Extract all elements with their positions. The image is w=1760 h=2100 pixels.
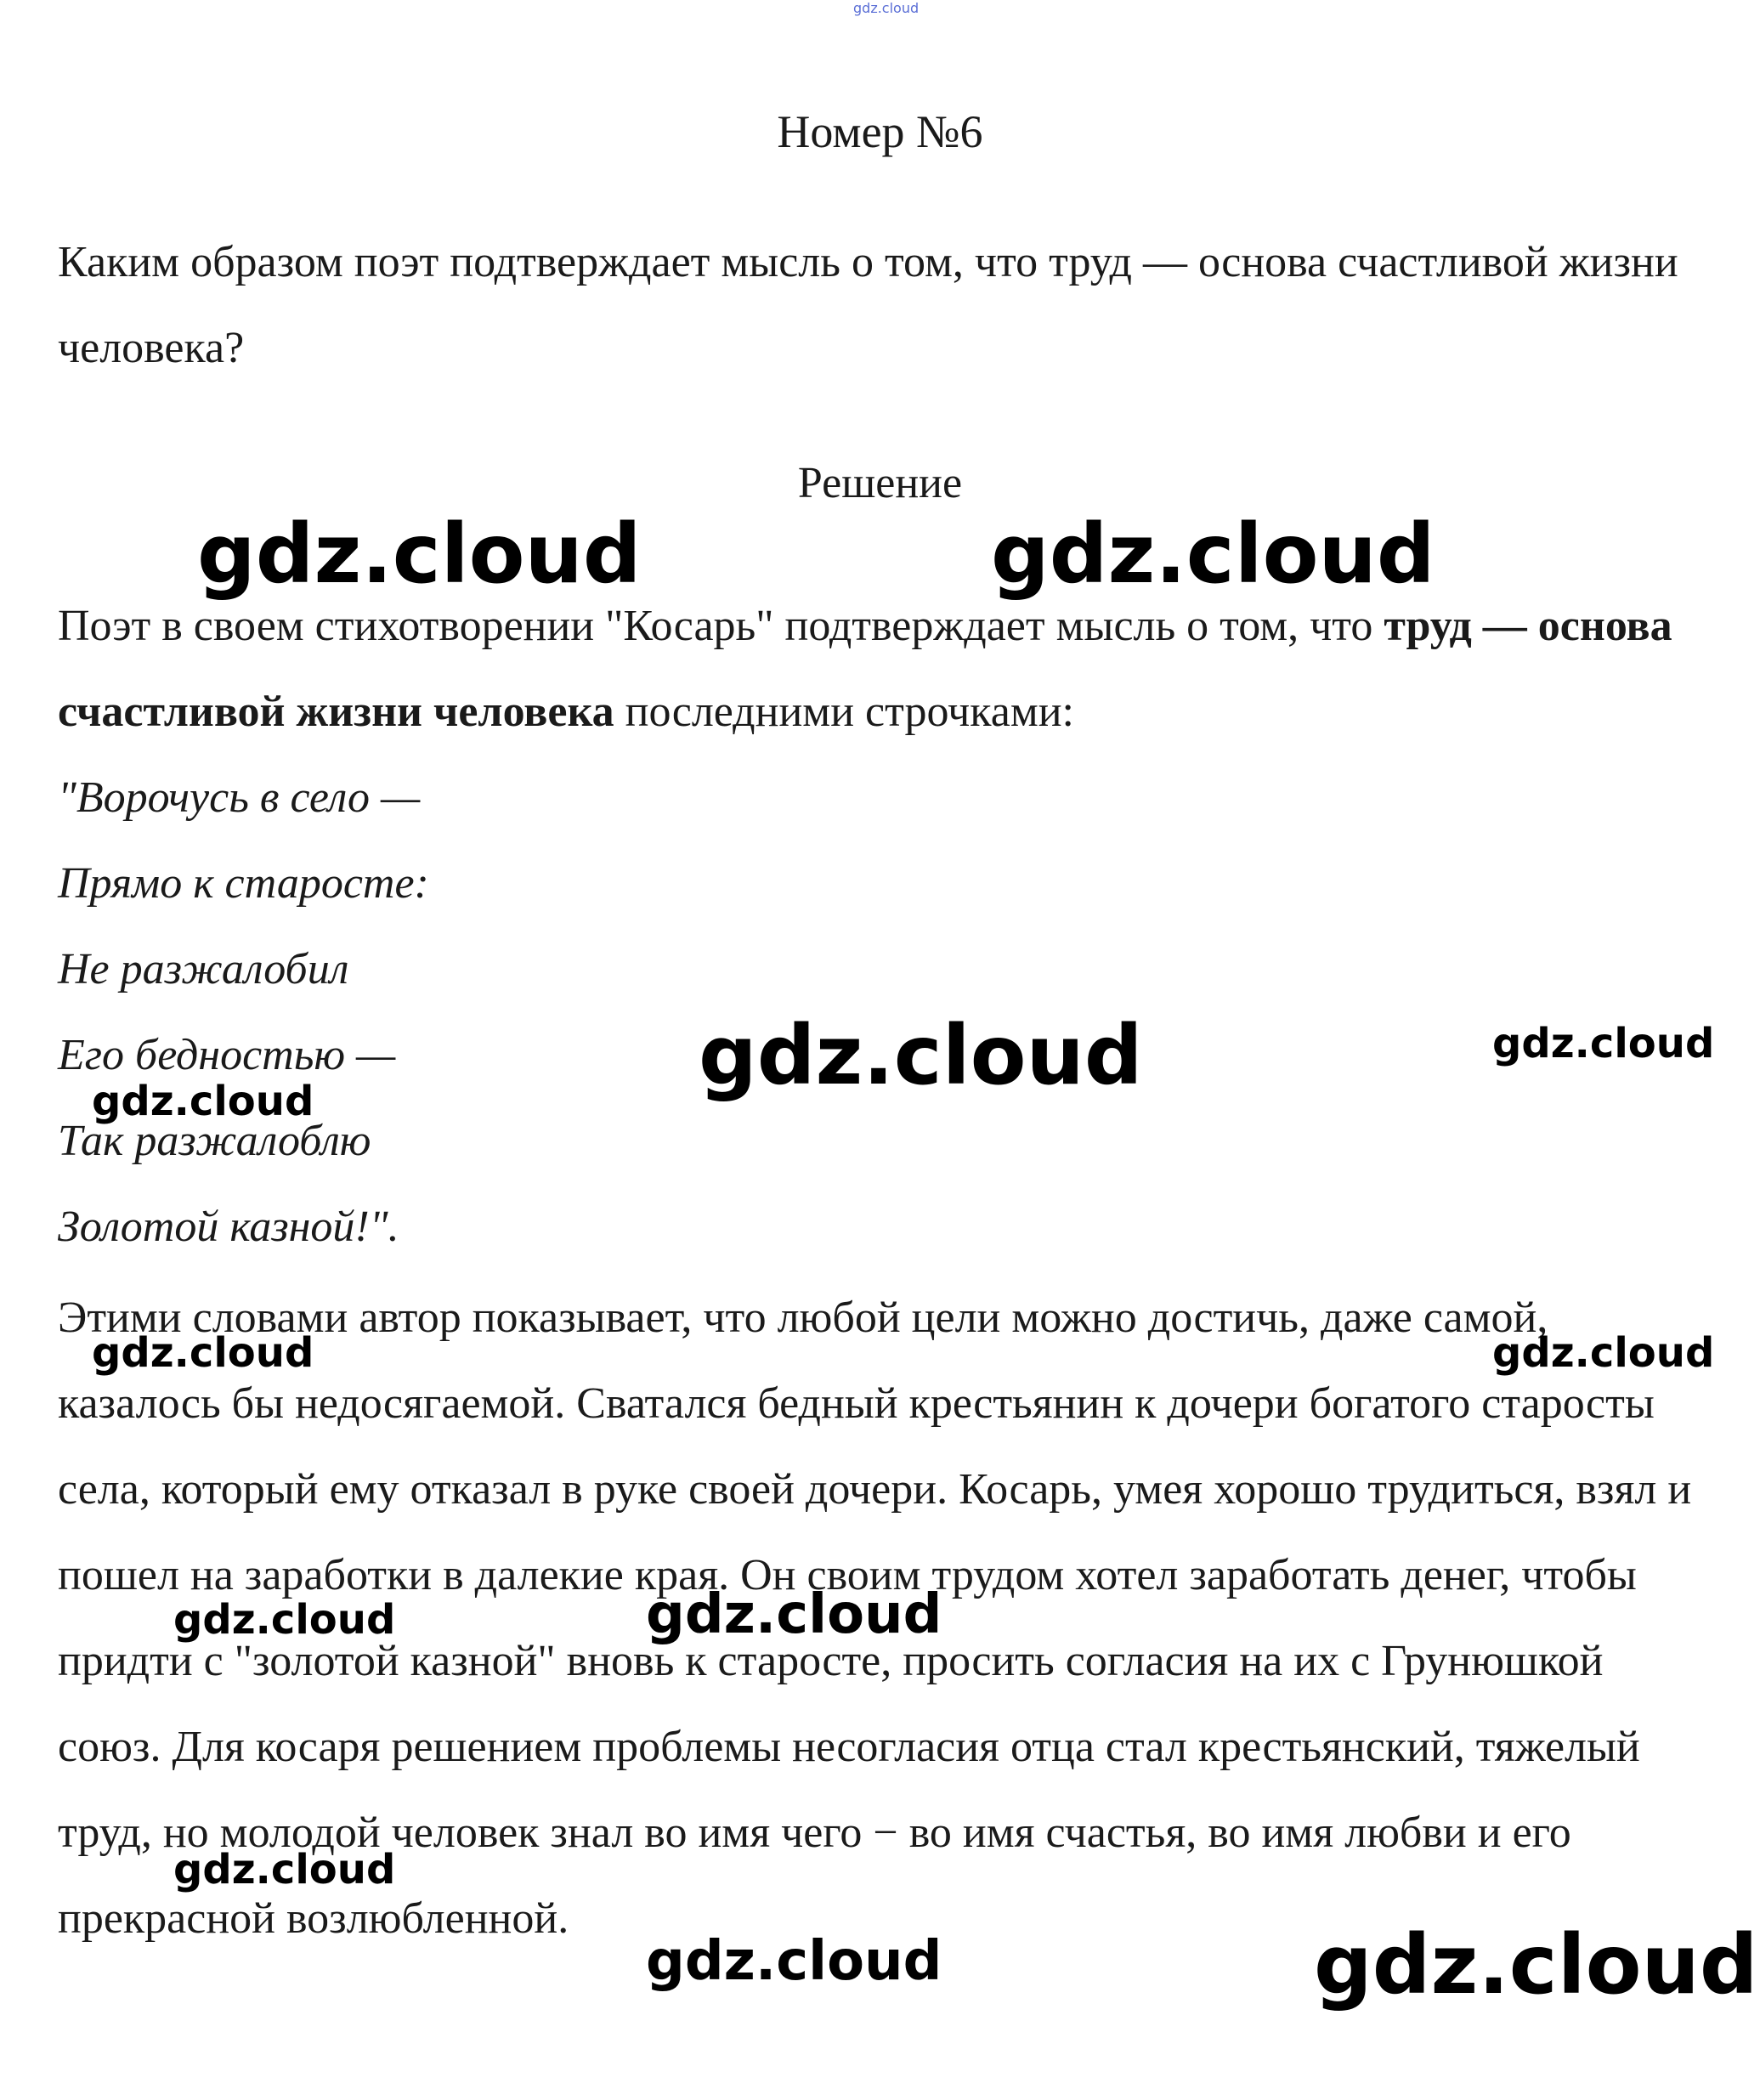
watermark: gdz.cloud bbox=[646, 1930, 942, 1993]
answer-paragraph: Этими словами автор показывает, что любой цели можно достичь, даже самой, казалось бы недосягаемой. Сватался бедный крестьянин к дочери богатого старосты села, который ему отказал в руке своей дочери. Косарь, умея хорошо трудиться, взял и пошел на заработки в далекие края. Он своим трудом хотел заработать денег, чтобы придти с "золотой казной" вновь к старосте, просить согласия на их с Грунюшкой союз. Для косаря решением проблемы несогласия отца стал крестьянский, тяжелый труд, но молодой человек знал во имя чего − во имя счастья, во имя любви и его прекрасной возлюбленной. bbox=[58, 1293, 1692, 1943]
intro-before: Поэт в своем стихотворении "Косарь" подтверждает мысль о том, что bbox=[58, 602, 1384, 650]
watermark: gdz.cloud bbox=[173, 1846, 396, 1893]
watermark: gdz.cloud bbox=[173, 1596, 396, 1644]
solution-heading: Решение bbox=[797, 459, 963, 507]
question-text: Каким образом поэт подтверждает мысль о том, что труд — основа счастливой жизни человека? bbox=[58, 238, 1678, 372]
intro-paragraph bbox=[58, 583, 1706, 755]
watermark: gdz.cloud bbox=[1492, 1020, 1715, 1067]
watermark: gdz.cloud bbox=[1492, 1329, 1715, 1377]
verse-line: "Ворочусь в село — bbox=[58, 773, 421, 822]
watermark-top: gdz.cloud bbox=[853, 0, 920, 16]
verse-line: Прямо к старосте: bbox=[58, 859, 429, 908]
watermark: gdz.cloud bbox=[92, 1078, 314, 1125]
watermark: gdz.cloud bbox=[1314, 1917, 1758, 2012]
verse-line: Его бедностью — bbox=[58, 1031, 396, 1079]
intro-bold: труд — основа счастливой жизни человека bbox=[58, 602, 1672, 736]
watermark: gdz.cloud bbox=[991, 507, 1435, 602]
verse-block bbox=[58, 755, 429, 1270]
verse-line: Золотой казной!". bbox=[58, 1203, 399, 1251]
page-title: Номер №6 bbox=[777, 106, 983, 157]
watermark: gdz.cloud bbox=[197, 507, 642, 602]
watermark: gdz.cloud bbox=[646, 1583, 942, 1646]
verse-line: Так разжалоблю bbox=[58, 1117, 371, 1165]
intro-after: последними строчками: bbox=[614, 688, 1075, 736]
watermark: gdz.cloud bbox=[699, 1008, 1143, 1103]
watermark: gdz.cloud bbox=[92, 1329, 314, 1377]
verse-line: Не разжалобил bbox=[58, 945, 349, 993]
